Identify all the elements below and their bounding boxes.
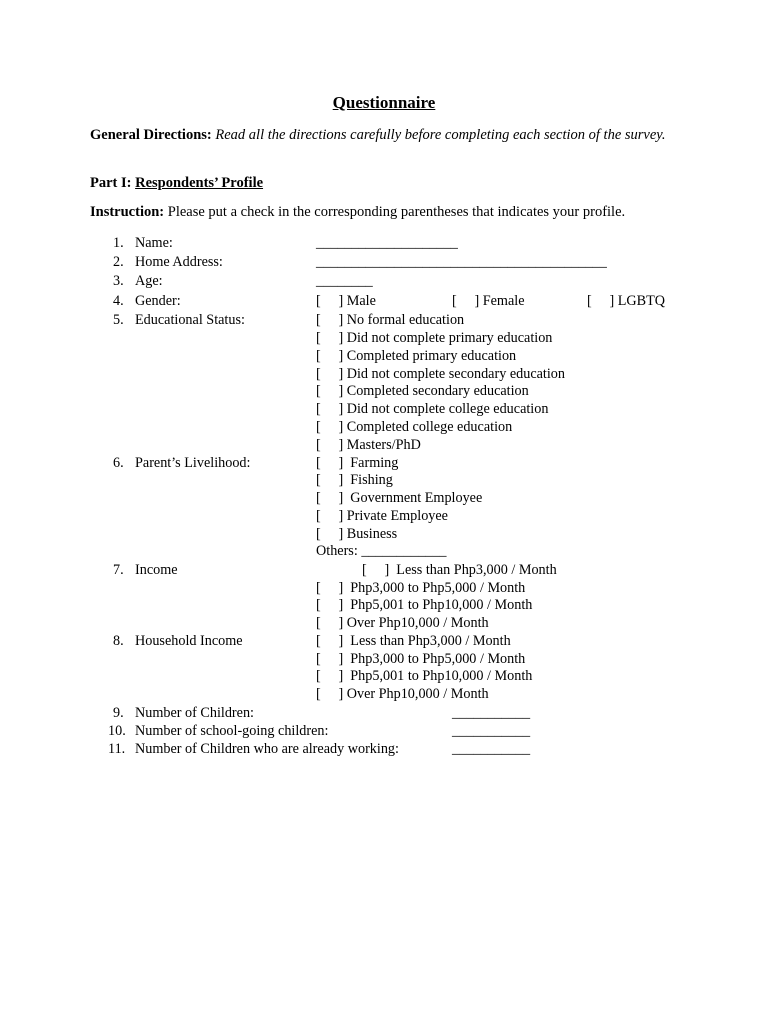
general-directions: [90, 125, 677, 145]
livelihood-option[interactable]: [ ] Farming: [316, 455, 399, 471]
item-number: 3.: [113, 273, 124, 289]
item-label-income: Income: [135, 562, 178, 578]
part-title: Respondents’ Profile: [135, 175, 264, 191]
item-number: 11.: [108, 741, 126, 757]
income-option[interactable]: [ ] Php3,000 to Php5,000 / Month: [316, 580, 526, 596]
number-of-children-blank[interactable]: ___________: [452, 705, 531, 721]
home-address-blank[interactable]: _________________________________________: [316, 254, 607, 270]
item-number: 4.: [113, 293, 124, 309]
education-option[interactable]: [ ] Completed secondary education: [316, 383, 529, 399]
part-label: Part I:: [90, 175, 132, 191]
name-blank[interactable]: ____________________: [316, 235, 458, 251]
instruction-text: Please put a check in the corresponding parentheses that indicates your profile.: [167, 204, 626, 220]
income-option[interactable]: [ ] Over Php10,000 / Month: [316, 615, 489, 631]
education-option[interactable]: [ ] Completed primary education: [316, 348, 517, 364]
livelihood-option[interactable]: [ ] Fishing: [316, 472, 393, 488]
item-label-household-income: Household Income: [135, 633, 243, 649]
household-income-option[interactable]: [ ] Over Php10,000 / Month: [316, 686, 489, 702]
item-number: 5.: [113, 312, 124, 328]
school-going-children-blank[interactable]: ___________: [452, 723, 531, 739]
education-option[interactable]: [ ] Did not complete secondary education: [316, 366, 565, 382]
livelihood-option[interactable]: [ ] Government Employee: [316, 490, 483, 506]
item-number: 2.: [113, 254, 124, 270]
item-label-educational-status: Educational Status:: [135, 312, 245, 328]
item-number: 10.: [108, 723, 126, 739]
item-number: 8.: [113, 633, 124, 649]
education-option[interactable]: [ ] Masters/PhD: [316, 437, 421, 453]
item-label-home-address: Home Address:: [135, 254, 223, 270]
item-label-parents-livelihood: Parent’s Livelihood:: [135, 455, 251, 471]
household-income-option[interactable]: [ ] Less than Php3,000 / Month: [316, 633, 511, 649]
item-label-age: Age:: [135, 273, 163, 289]
household-income-option[interactable]: [ ] Php3,000 to Php5,000 / Month: [316, 651, 526, 667]
directions-label: General Directions:: [90, 127, 212, 143]
livelihood-option[interactable]: [ ] Private Employee: [316, 508, 448, 524]
item-label-name: Name:: [135, 235, 173, 251]
item-label-gender: Gender:: [135, 293, 181, 309]
item-label-number-of-children: Number of Children:: [135, 705, 254, 721]
gender-option-female[interactable]: [ ] Female: [452, 293, 525, 309]
gender-option-male[interactable]: [ ] Male: [316, 293, 376, 309]
gender-option-lgbtq[interactable]: [ ] LGBTQ: [587, 293, 666, 309]
income-option[interactable]: [ ] Php5,001 to Php10,000 / Month: [316, 597, 533, 613]
education-option[interactable]: [ ] No formal education: [316, 312, 465, 328]
instruction-label: Instruction:: [90, 204, 165, 220]
working-children-blank[interactable]: ___________: [452, 741, 531, 757]
item-label-school-going-children: Number of school-going children:: [135, 723, 329, 739]
age-blank[interactable]: ________: [316, 273, 373, 289]
livelihood-others-blank[interactable]: Others: ____________: [316, 543, 447, 559]
livelihood-option[interactable]: [ ] Business: [316, 526, 398, 542]
page-title: Questionnaire: [332, 93, 436, 112]
household-income-option[interactable]: [ ] Php5,001 to Php10,000 / Month: [316, 668, 533, 684]
item-number: 9.: [113, 705, 124, 721]
education-option[interactable]: [ ] Did not complete college education: [316, 401, 549, 417]
item-number: 7.: [113, 562, 124, 578]
education-option[interactable]: [ ] Completed college education: [316, 419, 513, 435]
directions-text: Read all the directions carefully before completing each section of the survey.: [215, 127, 666, 143]
item-number: 6.: [113, 455, 124, 471]
item-number: 1.: [113, 235, 124, 251]
item-label-working-children: Number of Children who are already working:: [135, 741, 399, 757]
income-option[interactable]: [ ] Less than Php3,000 / Month: [362, 562, 557, 578]
education-option[interactable]: [ ] Did not complete primary education: [316, 330, 553, 346]
instruction: [90, 204, 625, 221]
part-heading: [90, 175, 263, 192]
